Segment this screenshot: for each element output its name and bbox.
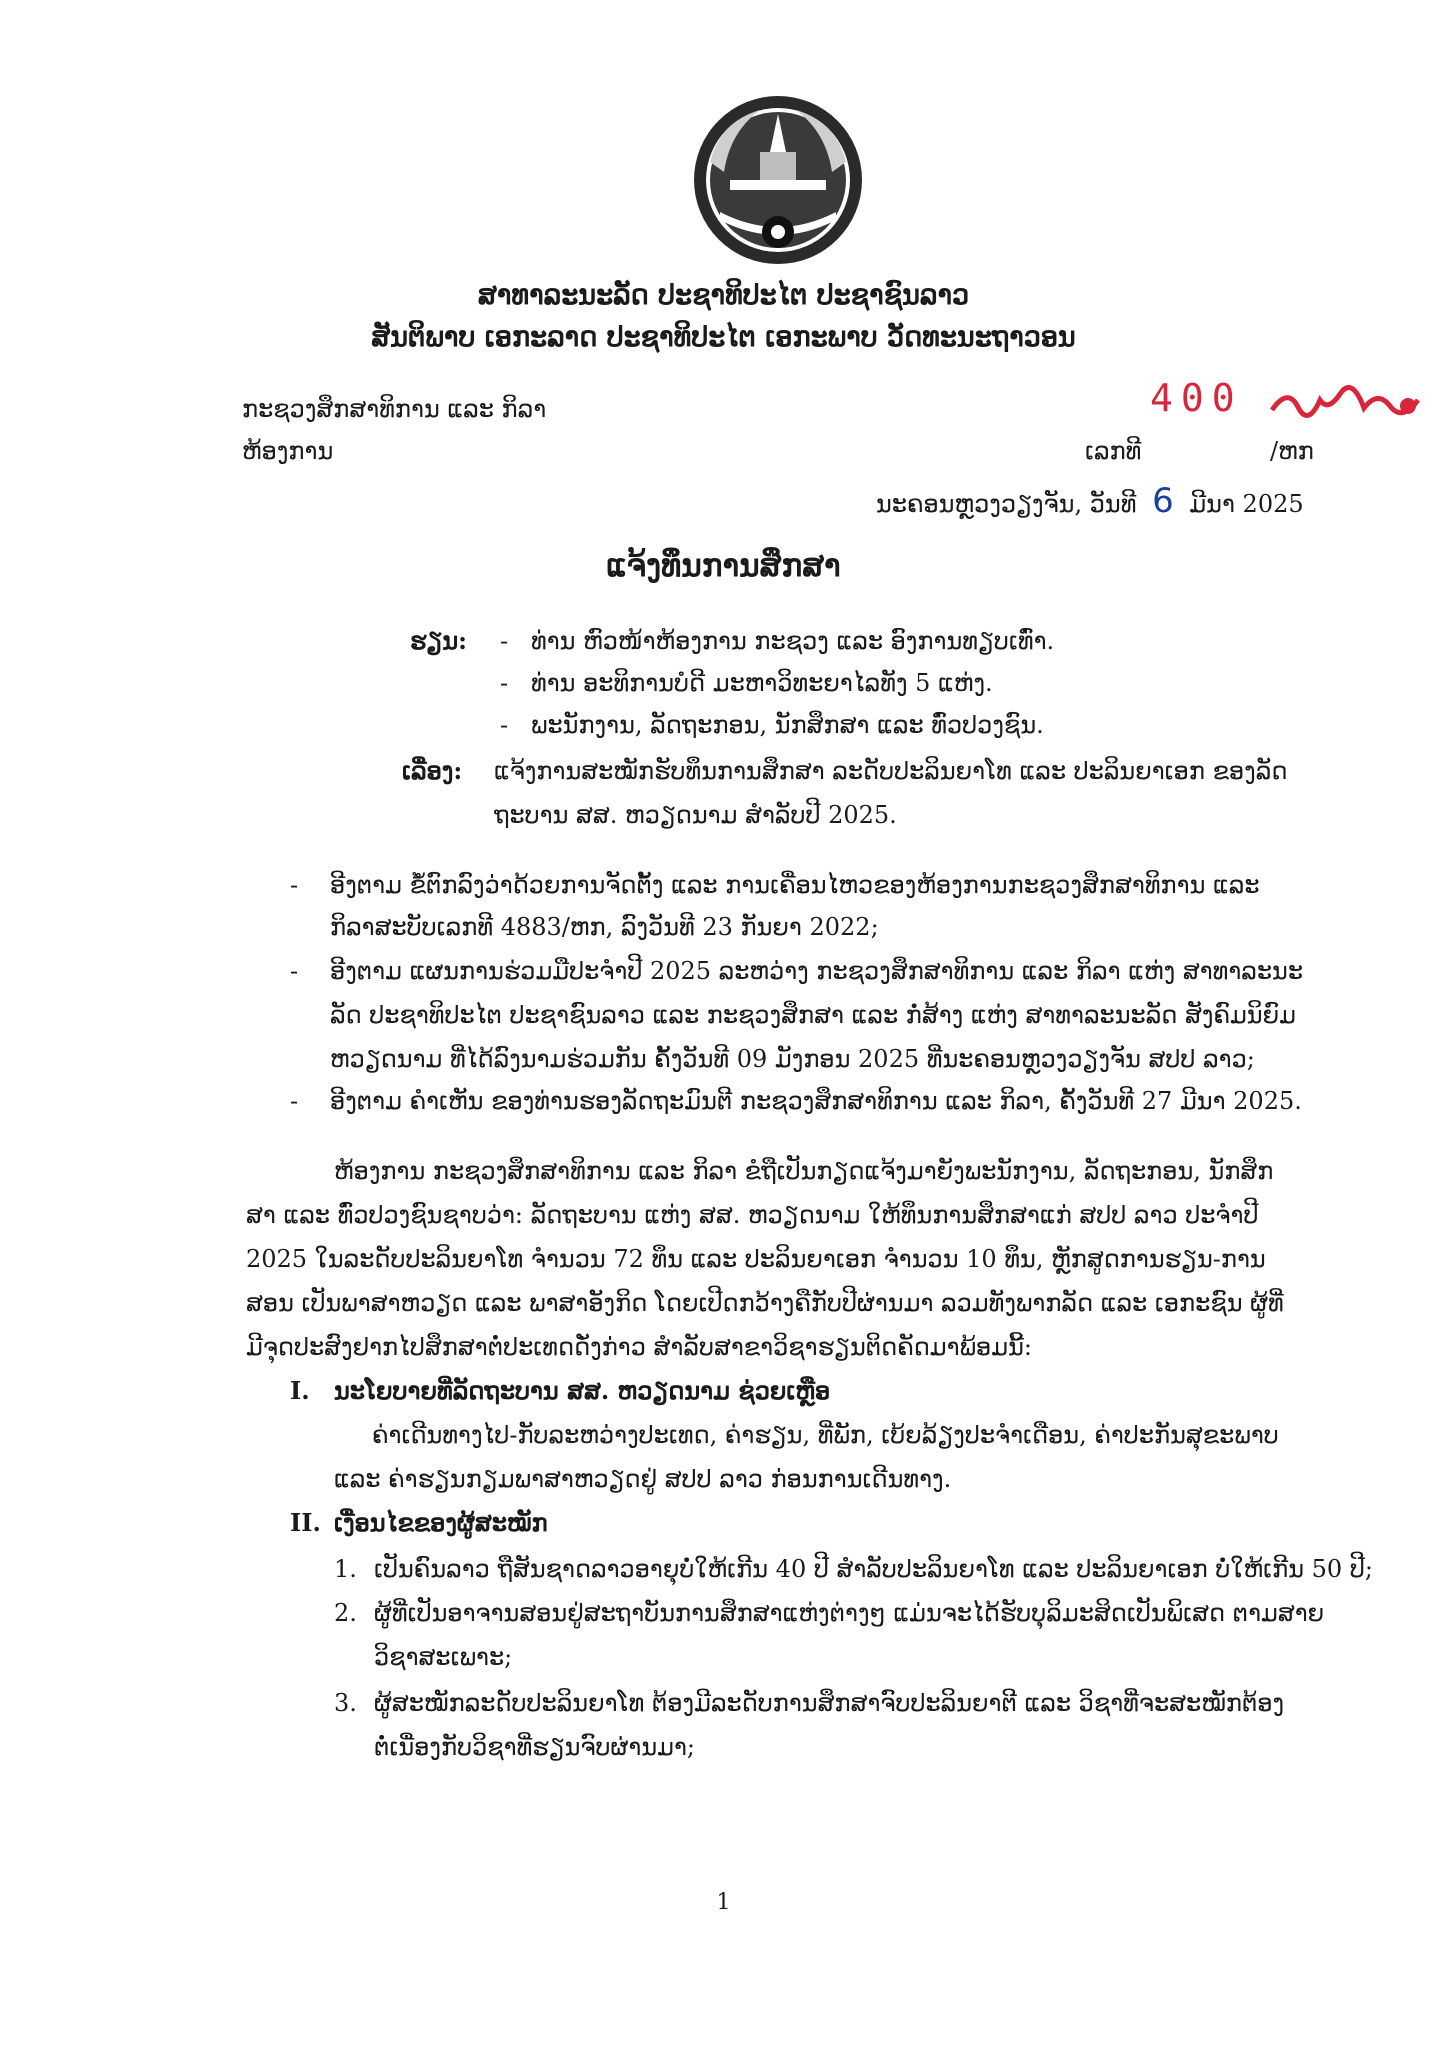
- recipient-text: ທ່ານ ຫົວໜ້າຫ້ອງການ ກະຊວງ ແລະ ອົງການທຽບເທົ່າ.: [531, 627, 1055, 655]
- recipients-block: [410, 622, 467, 660]
- reference-bullet: -: [290, 957, 299, 985]
- intro-line: ຫ້ອງການ ກະຊວງສຶກສາທິການ ແລະ ກິລາ ຂໍຖືເປັນກຽດແຈ້ງມາຍັງພະນັກງານ, ລັດຖະກອນ, ນັກສຶກ: [334, 1157, 1274, 1185]
- subject-label: ເລື່ອງ:: [402, 756, 463, 785]
- recipient-item: - ພະນັກງານ, ລັດຖະກອນ, ນັກສຶກສາ ແລະ ທົ່ວປວງຊົນ.: [500, 711, 1044, 739]
- condition-line: ເປັນຄົນລາວ ຖືສັນຊາດລາວອາຍຸບໍ່ໃຫ້ເກີນ 40 ປີ ສຳລັບປະລິນຍາໂທ ແລະ ປະລິນຍາເອກ ບໍ່ໃຫ້ເກີນ 50 ປີ;: [374, 1555, 1373, 1583]
- stamp-scribble: [1268, 382, 1428, 422]
- section-1-line: ຄ່າເດີນທາງໄປ-ກັບລະຫວ່າງປະເທດ, ຄ່າຮຽນ, ທີ່ພັກ, ເບ້ຍລ້ຽງປະຈຳເດືອນ, ຄ່າປະກັນສຸຂະພາບ: [372, 1421, 1279, 1449]
- number-label: ເລກທີ: [1085, 437, 1142, 465]
- recipient-text: ທ່ານ ອະທິການບໍດີ ມະຫາວິທະຍາໄລທັງ 5 ແຫ່ງ.: [531, 669, 993, 697]
- reference-line: ກິລາສະບັບເລກທີ 4883/ຫກ, ລົງວັນທີ 23 ກັນຍາ 2022;: [330, 913, 879, 941]
- reference-line: ອີງຕາມ ຄຳເຫັນ ຂອງທ່ານຮອງລັດຖະມົນຕີ ກະຊວງສຶກສາທິການ ແລະ ກິລາ, ຄັ້ງວັນທີ 27 ມີນາ 2025.: [330, 1087, 1302, 1115]
- date-day: 6: [1152, 481, 1174, 521]
- intro-line: ສາ ແລະ ທົ່ວປວງຊົນຊາບວ່າ: ລັດຖະບານ ແຫ່ງ ສສ. ຫວຽດນາມ ໃຫ້ທຶນການສຶກສາແກ່ ສປປ ລາວ ປະຈຳປີ: [246, 1201, 1259, 1229]
- header-line-1: ສາທາລະນະລັດ ປະຊາທິປະໄຕ ປະຊາຊົນລາວ: [477, 280, 970, 311]
- recipient-item: - ທ່ານ ອະທິການບໍດີ ມະຫາວິທະຍາໄລທັງ 5 ແຫ່ງ.: [500, 669, 993, 697]
- intro-line: ມີຈຸດປະສົງຢາກໄປສຶກສາຕໍ່ປະເທດດັ່ງກ່າວ ສຳລັບສາຂາວິຊາຮຽນຕິດຄັດມາພ້ອມນີ້:: [246, 1333, 1032, 1361]
- condition-number: 1.: [334, 1555, 357, 1583]
- reference-line: ອີງຕາມ ແຜນການຮ່ວມມືປະຈຳປີ 2025 ລະຫວ່າງ ກະຊວງສຶກສາທິການ ແລະ ກິລາ ແຫ່ງ ສາທາລະນະ: [330, 957, 1304, 985]
- header-line-2: ສັນຕິພາບ ເອກະລາດ ປະຊາທິປະໄຕ ເອກະພາບ ວັດທະນະຖາວອນ: [371, 322, 1076, 353]
- reference-bullet: -: [290, 871, 299, 899]
- section-1-line: ແລະ ຄ່າຮຽນກຽມພາສາຫວຽດຢູ່ ສປປ ລາວ ກ່ອນການເດີນທາງ.: [334, 1465, 952, 1493]
- condition-number: 3.: [334, 1689, 357, 1717]
- recipients-label: ຮຽນ:: [410, 626, 467, 655]
- stamp-number: 400: [1150, 376, 1243, 420]
- section-2-heading: ເງື່ອນໄຂຂອງຜູ້ສະໝັກ: [334, 1508, 548, 1537]
- condition-line: ວິຊາສະເພາະ;: [374, 1643, 513, 1671]
- place-date: [876, 474, 1304, 528]
- section-2-numeral: II.: [290, 1508, 321, 1537]
- reference-line: ຫວຽດນາມ ທີ່ໄດ້ລົງນາມຮ່ວມກັນ ຄັ້ງວັນທີ 09 ມັງກອນ 2025 ທີ່ນະຄອນຫຼວງວຽງຈັນ ສປປ ລາວ;: [330, 1045, 1255, 1073]
- condition-line: ຜູ້ທີ່ເປັນອາຈານສອນຢູ່ສະຖາບັນການສຶກສາແຫ່ງຕ່າງໆ ແມ່ນຈະໄດ້ຮັບບຸລິມະສິດເປັນພິເສດ ຕາມສາຍ: [374, 1599, 1325, 1627]
- recipient-item: - ທ່ານ ຫົວໜ້າຫ້ອງການ ກະຊວງ ແລະ ອົງການທຽບເທົ່າ.: [500, 627, 1055, 655]
- document-title: ແຈ້ງທຶນການສຶກສາ: [606, 548, 841, 584]
- condition-line: ຜູ້ສະໝັກລະດັບປະລິນຍາໂທ ຕ້ອງມີລະດັບການສຶກສາຈົບປະລິນຍາຕີ ແລະ ວິຊາທີ່ຈະສະໝັກຕ້ອງ: [374, 1689, 1285, 1717]
- section-1-heading: ນະໂຍບາຍທີ່ລັດຖະບານ ສສ. ຫວຽດນາມ ຊ່ວຍເຫຼືອ: [334, 1376, 831, 1405]
- subject-line-1: ແຈ້ງການສະໝັກຮັບທຶນການສຶກສາ ລະດັບປະລິນຍາໂທ ແລະ ປະລິນຍາເອກ ຂອງລັດ: [494, 757, 1288, 785]
- intro-line: 2025 ໃນລະດັບປະລິນຍາໂທ ຈຳນວນ 72 ທຶນ ແລະ ປະລິນຍາເອກ ຈຳນວນ 10 ທຶນ, ຫຼັກສູດການຮຽນ-ການ: [246, 1245, 1266, 1273]
- date-month-year: ມີນາ 2025: [1189, 490, 1304, 518]
- number-suffix: /ຫກ: [1270, 437, 1314, 465]
- condition-line: ຕໍ່ເນື່ອງກັບວິຊາທີ່ຮຽນຈົບຜ່ານມາ;: [374, 1733, 695, 1761]
- place-date-prefix: ນະຄອນຫຼວງວຽງຈັນ, ວັນທີ: [876, 490, 1137, 518]
- section-1-numeral: I.: [290, 1376, 310, 1405]
- reference-line: ອີງຕາມ ຂໍ້ຕົກລົງວ່າດ້ວຍການຈັດຕັ້ງ ແລະ ການເຄື່ອນໄຫວຂອງຫ້ອງການກະຊວງສຶກສາທິການ ແລະ: [330, 871, 1260, 899]
- intro-line: ສອນ ເປັນພາສາຫວຽດ ແລະ ພາສາອັງກິດ ໂດຍເປີດກວ້າງຄືກັບປີຜ່ານມາ ລວມທັງພາກລັດ ແລະ ເອກະຊົນ ຜູ້ທີ່: [246, 1289, 1284, 1317]
- reference-line: ລັດ ປະຊາທິປະໄຕ ປະຊາຊົນລາວ ແລະ ກະຊວງສຶກສາ ແລະ ກໍ່ສ້າງ ແຫ່ງ ສາທາລະນະລັດ ສັງຄົມນິຍົມ: [330, 1001, 1296, 1029]
- national-emblem: [690, 92, 866, 268]
- sender-ministry: ກະຊວງສຶກສາທິການ ແລະ ກິລາ: [242, 395, 547, 423]
- reference-bullet: -: [290, 1087, 299, 1115]
- subject-line-2: ຖະບານ ສສ. ຫວຽດນາມ ສຳລັບປີ 2025.: [494, 801, 897, 829]
- condition-number: 2.: [334, 1599, 357, 1627]
- recipient-text: ພະນັກງານ, ລັດຖະກອນ, ນັກສຶກສາ ແລະ ທົ່ວປວງຊົນ.: [531, 711, 1044, 739]
- sender-office: ຫ້ອງການ: [242, 437, 334, 465]
- page-number: 1: [716, 1890, 731, 1915]
